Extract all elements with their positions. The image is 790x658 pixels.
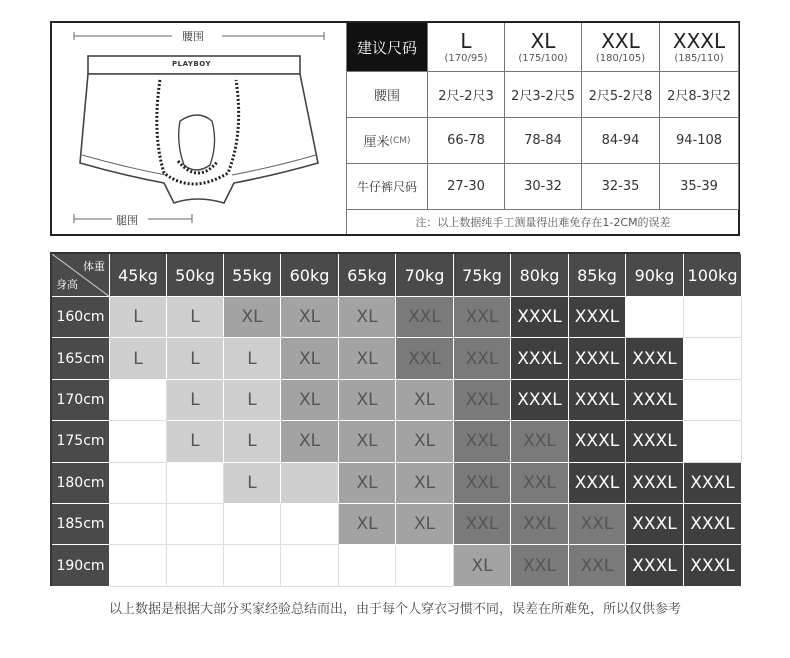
size-spec: (170/95) <box>444 52 488 64</box>
size-cell: L <box>167 421 224 462</box>
size-cell: XXXL <box>569 463 626 504</box>
size-cell: XXL <box>569 545 626 586</box>
weight-header-70kg: 70kg <box>396 254 454 297</box>
waist-xxxl: 2尺8-3尺2 <box>660 72 739 118</box>
size-spec: (180/105) <box>595 52 646 64</box>
underwear-diagram <box>52 23 346 234</box>
size-col-xl <box>505 23 582 72</box>
cm-xxl: 84-94 <box>582 118 660 164</box>
corner-cell <box>52 254 110 297</box>
size-cell: XXXL <box>511 297 569 338</box>
jeans-l: 27-30 <box>428 164 505 210</box>
size-cell <box>110 504 167 545</box>
size-table-header-label: 建议尺码 <box>347 23 428 72</box>
size-cell: XXXL <box>626 463 684 504</box>
cm-l: 66-78 <box>428 118 505 164</box>
jeans-xxxl: 35-39 <box>660 164 739 210</box>
height-label-180cm: 180cm <box>52 463 110 504</box>
size-cell: XL <box>281 380 339 421</box>
footer-note: 以上数据是根据大部分买家经验总结而出，由于每个人穿衣习惯不同，误差在所难免，所以仅供参考 <box>108 602 681 617</box>
leg-label: 腿围 <box>116 214 138 227</box>
size-cell: XL <box>396 421 454 462</box>
jeans-xxl: 32-35 <box>582 164 660 210</box>
size-spec: (185/110) <box>674 52 724 64</box>
row-label-cm-text: 厘米 <box>363 135 390 150</box>
size-cell: XXL <box>569 504 626 545</box>
size-cell: XXXL <box>684 463 742 504</box>
size-cell: XXXL <box>626 421 684 462</box>
weight-header-100kg: 100kg <box>684 254 742 297</box>
jeans-xl: 30-32 <box>505 164 582 210</box>
size-cell <box>224 545 281 586</box>
height-label-190cm: 190cm <box>52 545 110 586</box>
size-cell: XL <box>339 504 396 545</box>
size-table <box>346 23 738 234</box>
size-cell: XL <box>281 338 339 379</box>
waist-xxl: 2尺5-2尺8 <box>582 72 660 118</box>
size-cell <box>626 297 684 338</box>
size-col-xxl <box>582 23 660 72</box>
size-cell: XL <box>339 463 396 504</box>
weight-header-75kg: 75kg <box>454 254 511 297</box>
size-cell: XXXL <box>626 380 684 421</box>
size-cell: XL <box>396 380 454 421</box>
size-cell: XL <box>339 380 396 421</box>
size-cell: XL <box>396 504 454 545</box>
size-col-xxxl <box>660 23 739 72</box>
size-cell: XXL <box>454 463 511 504</box>
weight-header-90kg: 90kg <box>626 254 684 297</box>
size-cell: XXL <box>511 504 569 545</box>
size-name: XXL <box>601 28 640 53</box>
size-cell: XL <box>339 338 396 379</box>
height-label-185cm: 185cm <box>52 504 110 545</box>
weight-header-60kg: 60kg <box>281 254 339 297</box>
size-cell: L <box>224 380 281 421</box>
size-name: XL <box>530 28 556 53</box>
height-label-160cm: 160cm <box>52 297 110 338</box>
size-cell <box>396 545 454 586</box>
cm-xxxl: 94-108 <box>660 118 739 164</box>
size-cell: XXXL <box>569 421 626 462</box>
weight-header-45kg: 45kg <box>110 254 167 297</box>
height-label-170cm: 170cm <box>52 380 110 421</box>
row-label-cm <box>347 118 428 164</box>
size-cell: XXL <box>454 297 511 338</box>
size-cell: XXXL <box>569 297 626 338</box>
size-cell <box>281 545 339 586</box>
waist-xl: 2尺3-2尺5 <box>505 72 582 118</box>
size-cell: L <box>224 338 281 379</box>
height-label-175cm: 175cm <box>52 421 110 462</box>
size-cell: L <box>110 338 167 379</box>
size-cell: XXXL <box>511 380 569 421</box>
size-cell <box>167 463 224 504</box>
brand-label: PLAYBOY <box>172 60 212 68</box>
size-cell: XXL <box>511 421 569 462</box>
size-cell <box>339 545 396 586</box>
size-cell: XXL <box>396 338 454 379</box>
size-cell: XL <box>396 463 454 504</box>
size-name: L <box>460 28 472 53</box>
weight-header-80kg: 80kg <box>511 254 569 297</box>
size-cell <box>167 545 224 586</box>
size-cell: XXL <box>454 421 511 462</box>
size-cell <box>684 380 742 421</box>
underwear-illustration <box>52 23 346 234</box>
size-cell: XXXL <box>626 545 684 586</box>
size-cell: L <box>224 463 281 504</box>
size-cell <box>684 421 742 462</box>
size-cell <box>684 297 742 338</box>
size-cell: XXL <box>454 338 511 379</box>
size-cell <box>281 463 339 504</box>
size-cell: XXXL <box>684 545 742 586</box>
weight-header-85kg: 85kg <box>569 254 626 297</box>
height-label-165cm: 165cm <box>52 338 110 379</box>
weight-header-55kg: 55kg <box>224 254 281 297</box>
size-cell <box>110 545 167 586</box>
size-name: XXXL <box>672 28 726 53</box>
size-cell <box>281 504 339 545</box>
weight-header-65kg: 65kg <box>339 254 396 297</box>
row-label-jeans: 牛仔裤尺码 <box>347 164 428 210</box>
size-cell: XXL <box>454 380 511 421</box>
size-cell: XXL <box>511 545 569 586</box>
size-cell: L <box>167 380 224 421</box>
measurement-note: 注：以上数据纯手工测量得出难免存在1-2CM的误差 <box>415 216 671 229</box>
size-cell: XXXL <box>569 338 626 379</box>
size-cell: XXL <box>511 463 569 504</box>
corner-height-label: 身高 <box>56 278 78 291</box>
size-cell <box>110 463 167 504</box>
size-cell: XL <box>281 297 339 338</box>
row-label-waist: 腰围 <box>347 72 428 118</box>
size-cell: L <box>110 297 167 338</box>
cm-xl: 78-84 <box>505 118 582 164</box>
size-cell: XL <box>339 421 396 462</box>
size-cell: L <box>167 297 224 338</box>
size-cell: XXXL <box>626 504 684 545</box>
size-cell: XL <box>339 297 396 338</box>
size-cell <box>110 380 167 421</box>
size-cell: XL <box>281 421 339 462</box>
size-spec: (175/100) <box>518 52 568 64</box>
size-cell <box>224 504 281 545</box>
size-cell: XXXL <box>569 380 626 421</box>
size-cell <box>110 421 167 462</box>
size-cell: XL <box>454 545 511 586</box>
size-cell <box>167 504 224 545</box>
size-cell: XXL <box>396 297 454 338</box>
size-col-l <box>428 23 505 72</box>
weight-header-50kg: 50kg <box>167 254 224 297</box>
size-cell: XL <box>224 297 281 338</box>
size-cell: XXXL <box>684 504 742 545</box>
size-cell <box>684 338 742 379</box>
row-label-cm-unit: (CM) <box>389 135 411 146</box>
size-cell: XXXL <box>626 338 684 379</box>
size-cell: XXL <box>454 504 511 545</box>
waist-l: 2尺-2尺3 <box>428 72 505 118</box>
waist-label: 腰围 <box>182 30 204 43</box>
corner-weight-label: 体重 <box>83 260 105 273</box>
size-chart-grid <box>50 252 740 586</box>
size-cell: XXXL <box>511 338 569 379</box>
size-cell: L <box>167 338 224 379</box>
size-cell: L <box>224 421 281 462</box>
